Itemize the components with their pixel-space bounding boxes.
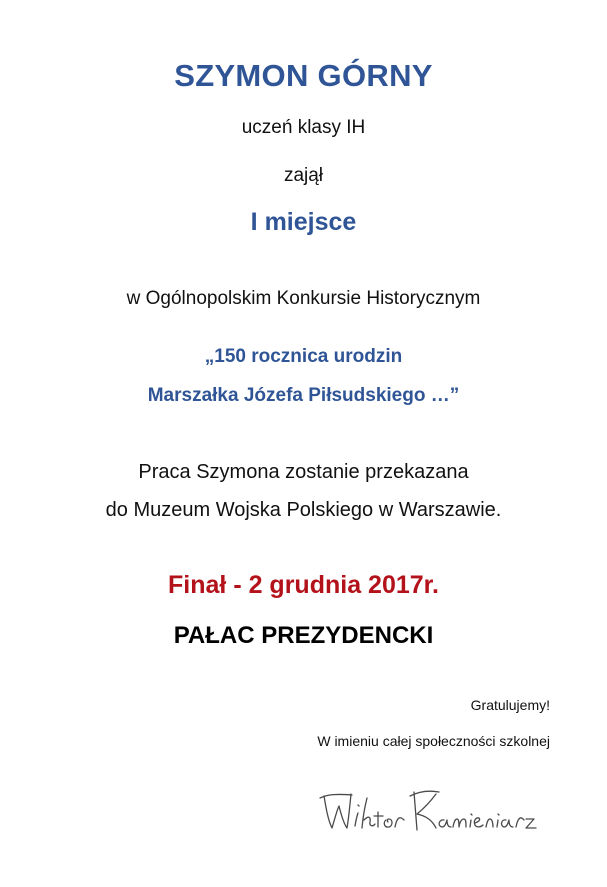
- contest-text: w Ogólnopolskim Konkursie Historycznym: [126, 288, 481, 309]
- student-name: SZYMON GÓRNY: [174, 58, 433, 93]
- contest-title-line2: Marszałka Józefa Piłsudskiego …”: [147, 385, 460, 406]
- palace-heading: PAŁAC PREZYDENCKI: [173, 622, 434, 649]
- took-text: zajął: [283, 165, 324, 186]
- contest-title-line1: „150 rocznica urodzin: [204, 346, 403, 367]
- work-note-line2: do Muzeum Wojska Polskiego w Warszawie.: [105, 499, 502, 521]
- work-note-line1: Praca Szymona zostanie przekazana: [138, 461, 469, 483]
- congratulations-text: Gratulujemy!: [470, 697, 550, 713]
- handwritten-signature: [318, 786, 540, 838]
- final-date: Finał - 2 grudnia 2017r.: [168, 571, 439, 599]
- class-line: uczeń klasy IH: [241, 117, 366, 138]
- place-text: I miejsce: [250, 208, 357, 236]
- behalf-text: W imieniu całej społeczności szkolnej: [317, 733, 550, 749]
